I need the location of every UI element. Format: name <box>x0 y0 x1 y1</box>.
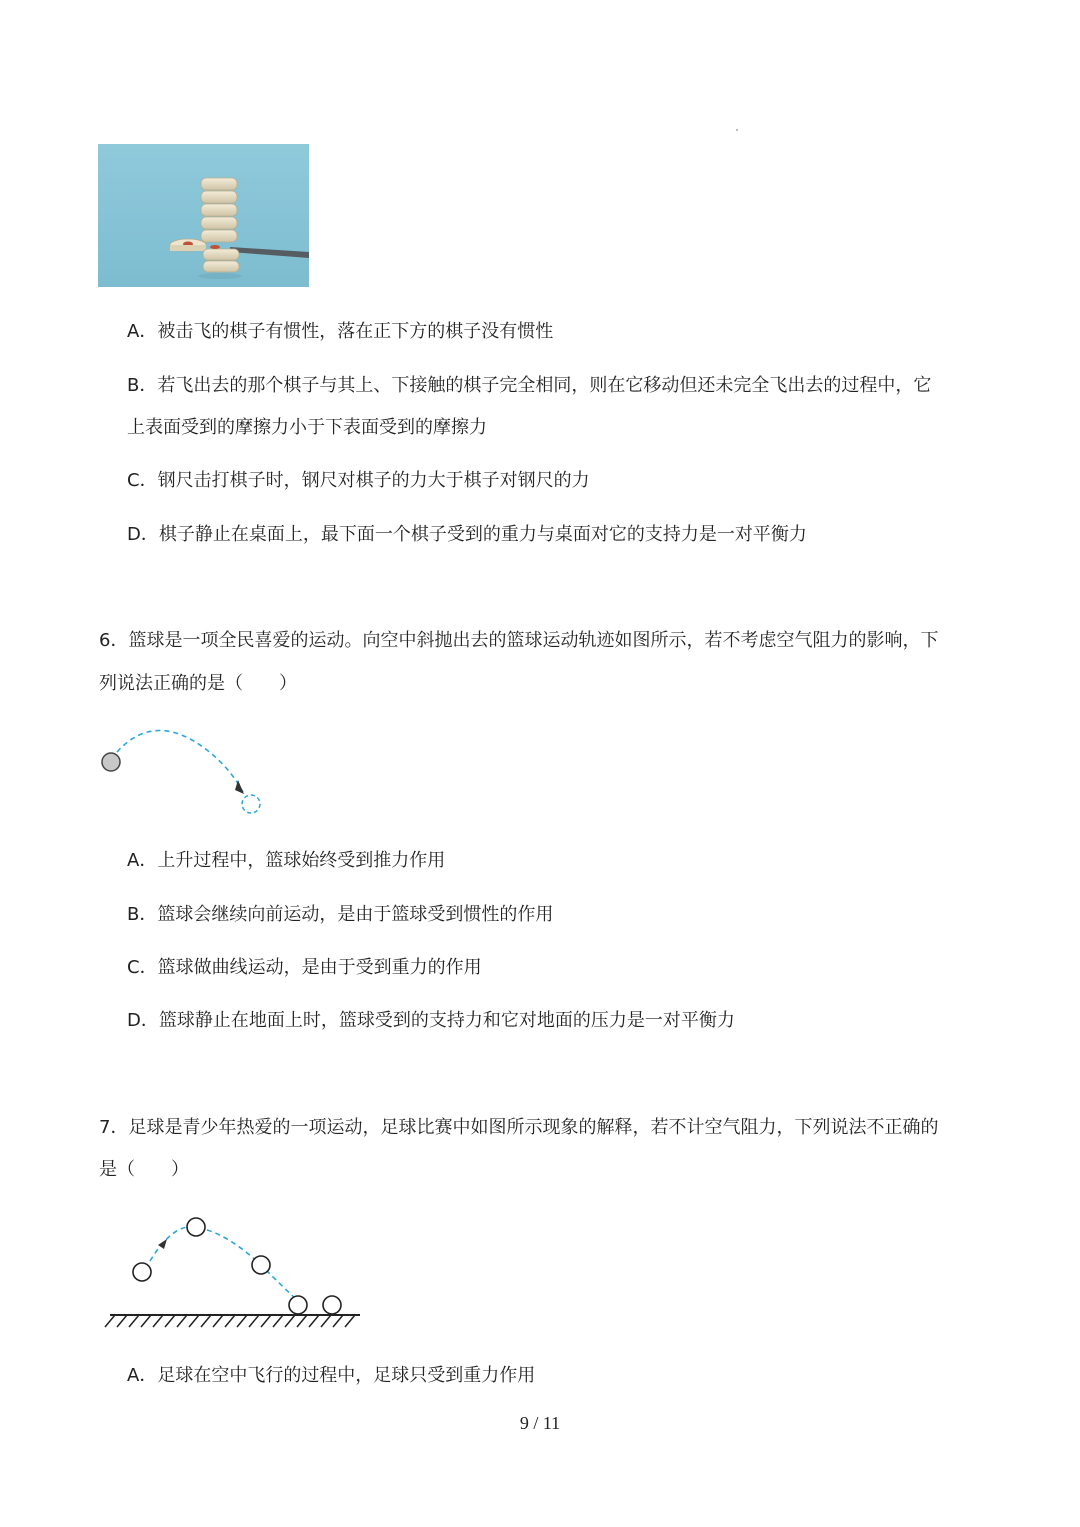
football-dashed-path <box>150 1227 298 1301</box>
basketball-start-ball <box>102 753 120 771</box>
q5-option-d: D．棋子静止在桌面上，最下面一个棋子受到的重力与桌面对它的支持力是一对平衡力 <box>127 524 807 545</box>
q5-option-a: A．被击飞的棋子有惯性，落在正下方的棋子没有惯性 <box>127 321 554 342</box>
ground-hatching <box>105 1315 355 1327</box>
basketball-end-ball <box>242 795 260 813</box>
basketball-trajectory-figure <box>95 720 275 820</box>
q5-option-b-line1: B．若飞出去的那个棋子与其上、下接触的棋子完全相同，则在它移动但还未完全飞出去的过程中，它 <box>127 375 932 396</box>
q6-stem-line2: 列说法正确的是（ ） <box>99 673 297 694</box>
trajectory-dashed-path <box>117 730 243 792</box>
q7-option-a: A．足球在空中飞行的过程中，足球只受到重力作用 <box>127 1365 536 1386</box>
chess-stack-illustration <box>98 144 309 287</box>
football-ball-2 <box>187 1218 205 1236</box>
speck-dot <box>736 129 738 131</box>
q5-option-c: C．钢尺击打棋子时，钢尺对棋子的力大于棋子对钢尺的力 <box>127 470 590 491</box>
q7-stem-line1: 7．足球是青少年热爱的一项运动，足球比赛中如图所示现象的解释，若不计空气阻力，下列说法不正确的 <box>99 1117 939 1138</box>
football-ball-3 <box>252 1256 270 1274</box>
q6-option-c: C．篮球做曲线运动，是由于受到重力的作用 <box>127 957 482 978</box>
page-number: 9 / 11 <box>519 1413 561 1433</box>
q6-stem-line1: 6．篮球是一项全民喜爱的运动。向空中斜抛出去的篮球运动轨迹如图所示，若不考虑空气阻力的影响，下 <box>99 630 939 651</box>
football-trajectory-figure <box>98 1205 368 1335</box>
q6-option-b: B．篮球会继续向前运动，是由于篮球受到惯性的作用 <box>127 904 554 925</box>
q5-option-b-line2: 上表面受到的摩擦力小于下表面受到的摩擦力 <box>127 417 487 438</box>
football-arrowhead <box>158 1239 167 1249</box>
q6-option-d: D．篮球静止在地面上时，篮球受到的支持力和它对地面的压力是一对平衡力 <box>127 1010 735 1031</box>
q7-stem-line2: 是（ ） <box>99 1159 189 1180</box>
football-ball-1 <box>133 1263 151 1281</box>
q6-option-a: A．上升过程中，篮球始终受到推力作用 <box>127 850 446 871</box>
football-ball-4 <box>289 1296 307 1314</box>
chess-stack-photo <box>98 144 309 287</box>
football-ball-5 <box>323 1296 341 1314</box>
